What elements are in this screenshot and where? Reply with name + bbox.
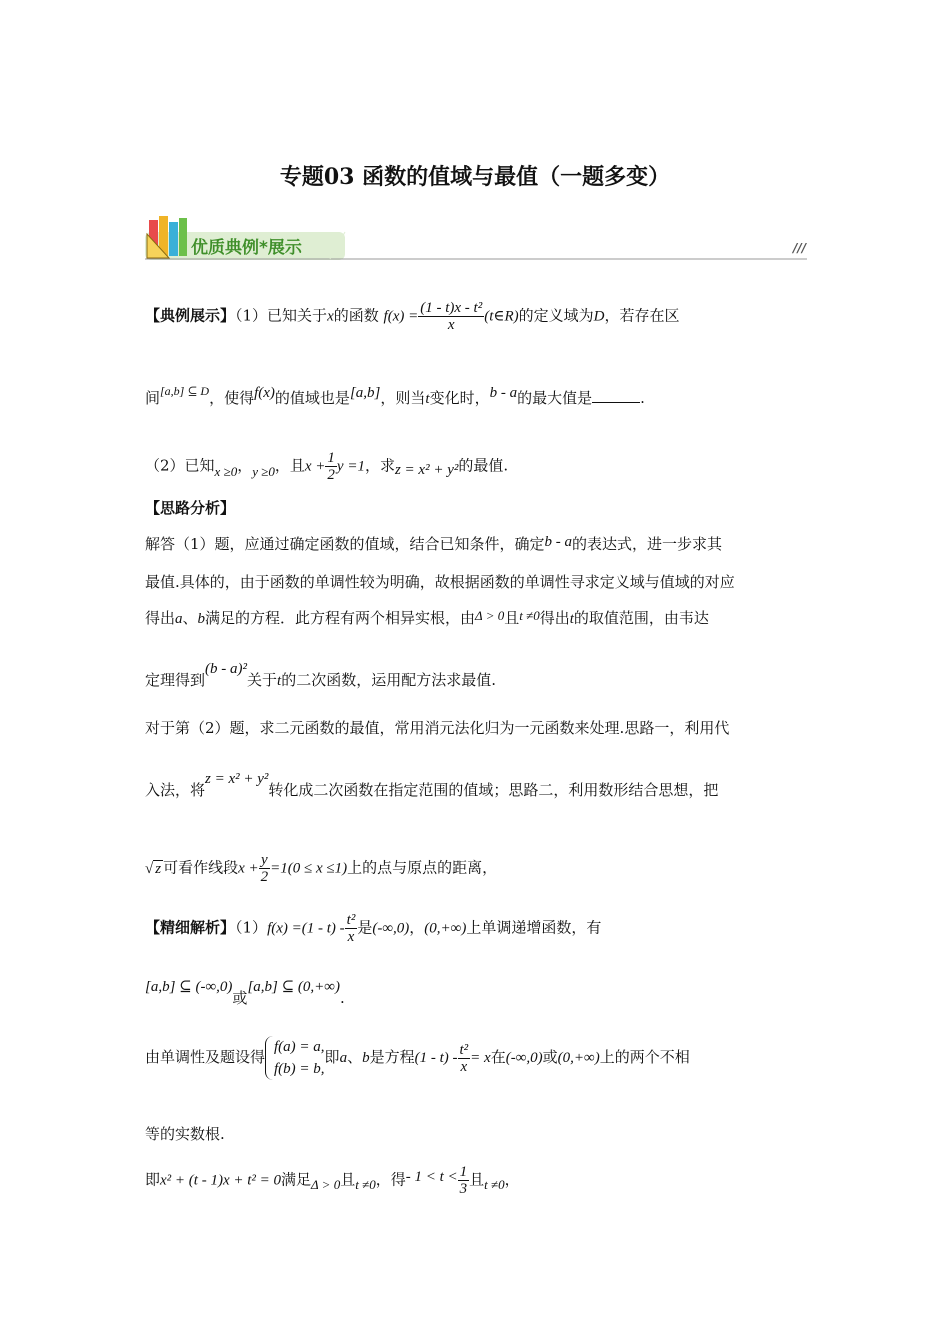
function-lhs: f(x) = [383, 308, 419, 325]
example-heading: 【典例展示】 [145, 306, 236, 325]
equation-system: f(a) = a, f(b) = b, [265, 1036, 325, 1080]
solution-line-1: 【精细解析】（1）f(x) =(1 - t) - $\frac{\text{t²}}{x}$ 是(-∞,0)，(0,+∞)上单调递增函数，有 [145, 912, 602, 945]
solution-line-5: 即x² + (t - 1)x + t² = 0满足Δ > 0且t ≠0，得- 1 < t < $\frac{1}{3}$ 且t ≠0， [145, 1164, 520, 1197]
section-banner [145, 212, 807, 262]
answer-blank [592, 388, 640, 403]
analysis-line-4: 定理得到(b - a)²关于t的二次函数，运用配方法求最值. [145, 661, 496, 689]
banner-label: 优质典例*展示 [191, 238, 302, 258]
solution-line-3: 由单调性及题设得 f(a) = a, f(b) = b, 即a、b是方程(1 - t) - $\frac{\text{t²}}{x}$ = x在(-∞,0)或(0,+∞)上的两个不相 [145, 1036, 690, 1080]
function-fraction: $\frac{\text{(1 - t)x - t²}}{x}$ [420, 300, 483, 333]
books-ruler-icon [147, 216, 187, 258]
analysis-line-7: √ z 可看作线段x + $\frac{y}{2}$ =1(0 ≤ x ≤1)上的点与原点的距离， [145, 852, 498, 885]
solution-line-2: [a,b] ⊆ (-∞,0)或[a,b] ⊆ (0,+∞). [145, 979, 345, 1007]
example-line-3: （2）已知x ≥0，y ≥0，且x + $\frac{1}{2}$ y =1，求z = x² + y²的最值. [145, 450, 509, 483]
analysis-heading: 【思路分析】 [145, 499, 236, 517]
analysis-line-1: 解答（1）题，应通过确定函数的值域，结合已知条件，确定b - a的表达式，进一步求其 [145, 534, 723, 553]
solution-heading: 【精细解析】 [145, 918, 236, 937]
solution-line-4: 等的实数根. [145, 1125, 225, 1143]
analysis-line-5: 对于第（2）题，求二元函数的最值，常用消元法化归为一元函数来处理.思路一，利用代 [145, 719, 730, 737]
page-title: 专题03 函数的值域与最值（一题多变） [279, 164, 671, 190]
example-line-2: 间$^{[a,b] ⊆ D}$，使得f(x)的值域也是[a,b]，则当t变化时，b - a的最大值是 . [145, 384, 645, 407]
analysis-line-3: 得出a、b满足的方程．此方程有两个相异实根，由Δ > 0且t ≠0得出t的取值范围，由韦达 [145, 608, 709, 627]
analysis-line-2: 最值.具体的，由于函数的单调性较为明确，故根据函数的单调性寻求定义域与值域的对应 [145, 573, 735, 591]
analysis-line-6: 入法，将z = x² + y²转化成二次函数在指定范围的值域；思路二，利用数形结合思想，把 [145, 771, 719, 799]
banner-slashes: /// [793, 241, 807, 255]
example-line-1: 【典例展示】（1）已知关于x的函数 f(x) = $\frac{\text{(1 - t)x - t²}}{x}$ (t∈R)的定义域为D，若存在区 [145, 300, 680, 333]
sqrt-z: √ z [145, 860, 162, 877]
